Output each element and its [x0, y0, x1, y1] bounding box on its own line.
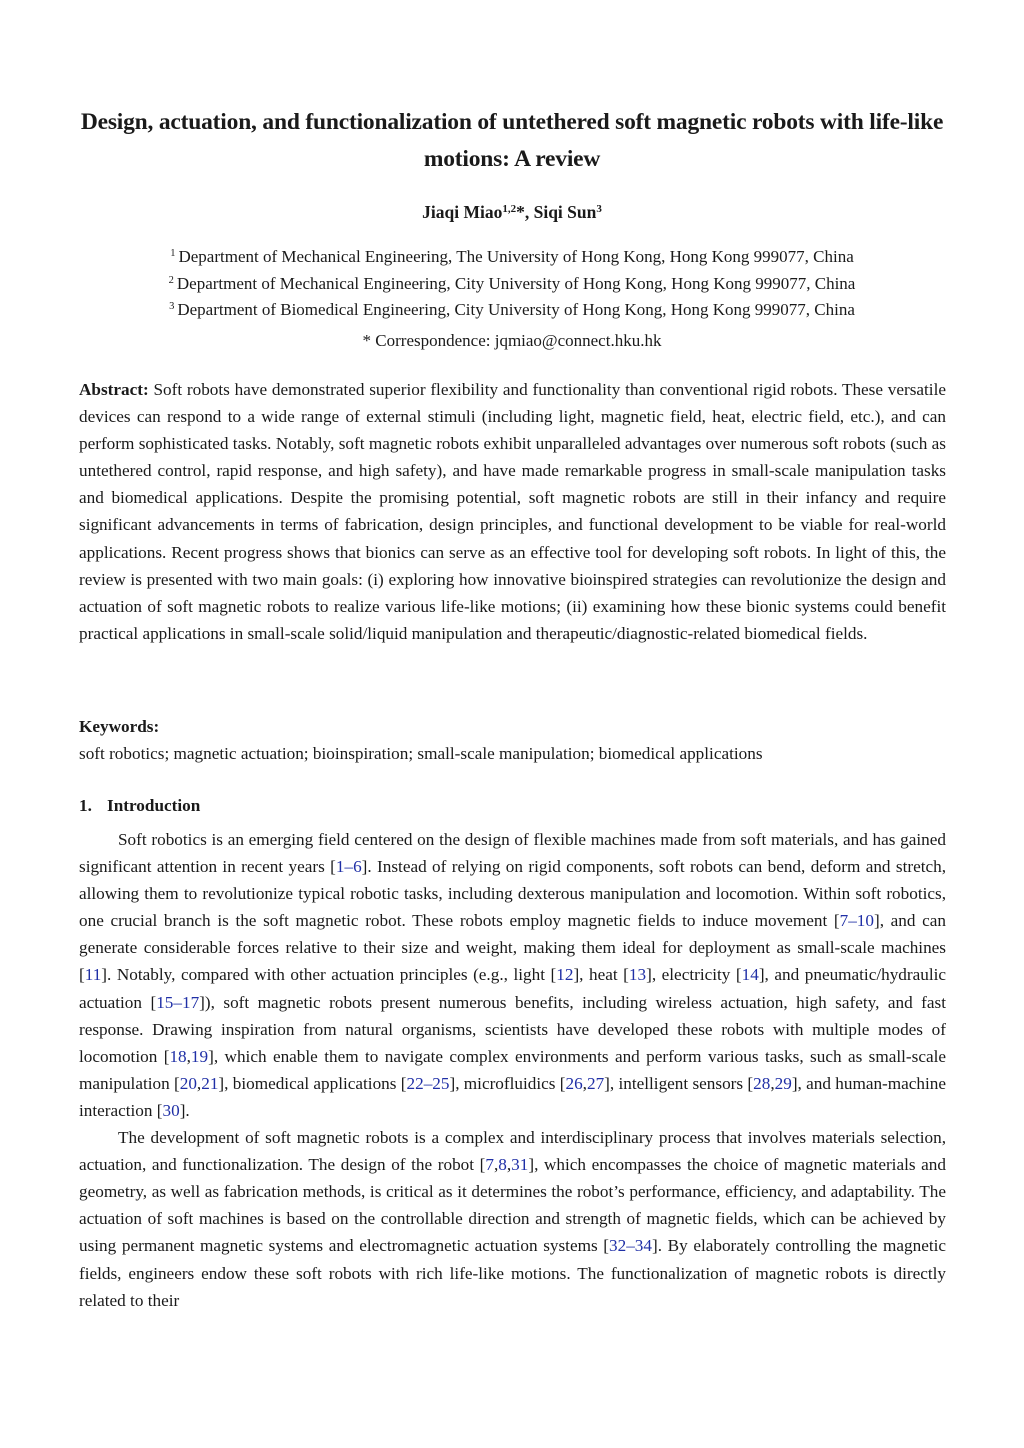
affiliation-item: [0, 297, 1024, 324]
keywords-label: Keywords:: [79, 717, 160, 736]
citation-link[interactable]: 27: [586, 1073, 605, 1093]
citation-link[interactable]: 14: [741, 965, 759, 985]
body-text: The development of soft magnetic robots is a complex and interdisciplinary process that involves materials selection, actuation, and functionalization. The design of the robot [: [79, 1128, 946, 1175]
affiliation-mark: 1: [170, 248, 176, 259]
body-text: ], and human-machine interaction [: [79, 1073, 946, 1120]
abstract-label: Abstract:: [79, 380, 149, 399]
citation-link[interactable]: 22–25: [406, 1073, 450, 1093]
author-affil-marks: 3: [596, 203, 602, 215]
body-text: ], electricity [: [646, 965, 742, 985]
body-text: ,: [770, 1073, 775, 1093]
affiliation-text: Department of Mechanical Engineering, City University of Hong Kong, Hong Kong 999077, China: [176, 273, 856, 293]
body-text: ], biomedical applications [: [218, 1073, 407, 1093]
author-name: Siqi Sun: [533, 202, 597, 222]
affiliation-mark: 3: [169, 301, 175, 312]
paper-title: Design, actuation, and functionalization of untethered soft magnetic robots with life-like motions: A review: [80, 109, 944, 172]
author-affil-marks: 1,2: [502, 203, 517, 215]
body-text: ], which enable them to navigate complex environments and perform various tasks, such as small-scale manipulation [: [79, 1046, 946, 1093]
affiliation-list: [0, 244, 1024, 324]
section-heading: [79, 792, 200, 819]
section-title: Introduction: [107, 796, 201, 815]
correspondence-label: * Correspondence:: [362, 331, 495, 350]
citation-link[interactable]: 21: [201, 1073, 219, 1093]
body-text: ], and can generate considerable forces relative to their size and weight, making them ideal for deployment as small-scale machines [: [79, 911, 946, 985]
affiliation-text: Department of Mechanical Engineering, The University of Hong Kong, Hong Kong 999077, China: [178, 247, 854, 266]
author-separator: ,: [524, 202, 534, 222]
body-text: ]. Instead of relying on rigid components, soft robots can bend, deform and stretch, allowing them to revolutionize typical robotic tasks, including dexterous manipulation and locomotion. Within soft robotics, one crucial branch is the soft magnetic robot. These robots employ magnetic fields to induce movement [: [79, 857, 946, 931]
correspondence-line: [0, 328, 1024, 354]
intro-paragraph: [79, 826, 946, 1124]
citation-link[interactable]: 32–34: [609, 1236, 652, 1256]
body-text: ]. Notably, compared with other actuation principles (e.g., light [: [101, 965, 557, 985]
citation-link[interactable]: 18: [169, 1046, 187, 1066]
citation-link[interactable]: 26: [565, 1073, 583, 1093]
body-text: ], heat [: [573, 965, 629, 985]
author-name: Jiaqi Miao: [422, 202, 503, 222]
body-text: ], which encompasses the choice of magnetic materials and geometry, as well as fabrication methods, is critical as it determines the robot’s performance, efficiency, and adaptability. The actuation of soft machines is based on the controllable direction and strength of magnetic fields, which can be achieved by using permanent magnetic systems and electromagnetic actuation systems [: [79, 1155, 946, 1256]
author-list: [0, 198, 1024, 226]
body-text: ], microfluidics [: [449, 1073, 566, 1093]
citation-link[interactable]: 7: [485, 1155, 494, 1175]
body-text: ], and pneumatic/hydraulic actuation [: [79, 965, 947, 1012]
body-text: ].: [179, 1100, 190, 1120]
section-number: 1.: [79, 796, 92, 815]
abstract: [79, 376, 946, 647]
abstract-text: Soft robots have demonstrated superior flexibility and functionality than conventional rigid robots. These versatile devices can respond to a wide range of external stimuli (including light, magnetic field, heat, electric field, etc.), and can perform sophisticated tasks. Notably, soft magnetic robots exhibit unparalleled advantages over numerous soft robots (such as untethered control, rapid response, and high safety), and have made remarkable progress in small-scale manipulation tasks and biomedical applications. Despite the promising potential, soft magnetic robots are still in their infancy and require significant advancements in terms of fabrication, design principles, and functional development to be viable for real-world applications. Recent progress shows that bionics can serve as an effective tool for developing soft robots. In light of this, the review is presented with two main goals: (i) exploring how innovative bioinspired strategies can revolutionize the design and actuation of soft magnetic robots to realize various life-like motions; (ii) examining how these bionic systems could benefit practical applications in small-scale solid/liquid manipulation and therapeutic/diagnostic-related biomedical fields.: [79, 380, 946, 643]
citation-link[interactable]: 19: [190, 1046, 209, 1066]
affiliation-item: [0, 271, 1024, 298]
body-text: ,: [186, 1046, 191, 1066]
correspondence-email-link[interactable]: jqmiao@connect.hku.hk: [494, 331, 662, 350]
affiliation-text: Department of Biomedical Engineering, City University of Hong Kong, Hong Kong 999077, China: [177, 300, 855, 319]
citation-link[interactable]: 12: [556, 965, 574, 985]
body-text: ], intelligent sensors [: [604, 1073, 754, 1093]
citation-link[interactable]: 30: [162, 1100, 180, 1120]
body-text: ,: [196, 1073, 202, 1093]
citation-link[interactable]: 15–17: [156, 992, 200, 1012]
body-text: ,: [493, 1155, 499, 1175]
body-text: ,: [506, 1155, 512, 1175]
body-text: ]), soft magnetic robots present numerous benefits, including wireless actuation, high safety, and fast response. Drawing inspiration from natural organisms, scientists have developed these robots with multiple modes of locomotion [: [79, 992, 946, 1066]
citation-link[interactable]: 11: [84, 965, 102, 985]
affiliation-item: [0, 244, 1024, 271]
citation-link[interactable]: 13: [628, 965, 647, 985]
citation-link[interactable]: 29: [774, 1073, 792, 1093]
keywords-text: soft robotics; magnetic actuation; bioinspiration; small-scale manipulation; biomedical applications: [79, 744, 763, 763]
affiliation-mark: 2: [168, 274, 174, 286]
corresponding-mark: *: [516, 202, 525, 222]
citation-link[interactable]: 31: [511, 1155, 529, 1175]
citation-link[interactable]: 20: [179, 1073, 197, 1093]
citation-link[interactable]: 8: [498, 1155, 507, 1175]
introduction-body: [79, 826, 946, 1314]
citation-link[interactable]: 28: [753, 1073, 771, 1093]
body-text: ,: [582, 1073, 587, 1093]
intro-paragraph: [79, 1124, 946, 1314]
body-text: Soft robotics is an emerging field centered on the design of flexible machines made from soft materials, and has gained significant attention in recent years [: [79, 830, 946, 877]
body-text: ]. By elaborately controlling the magnetic fields, engineers endow these soft robots with rich life-like motions. The functionalization of magnetic robots is directly related to their: [79, 1236, 946, 1310]
citation-link[interactable]: 7–10: [839, 911, 874, 931]
citation-link[interactable]: 1–6: [335, 857, 362, 877]
